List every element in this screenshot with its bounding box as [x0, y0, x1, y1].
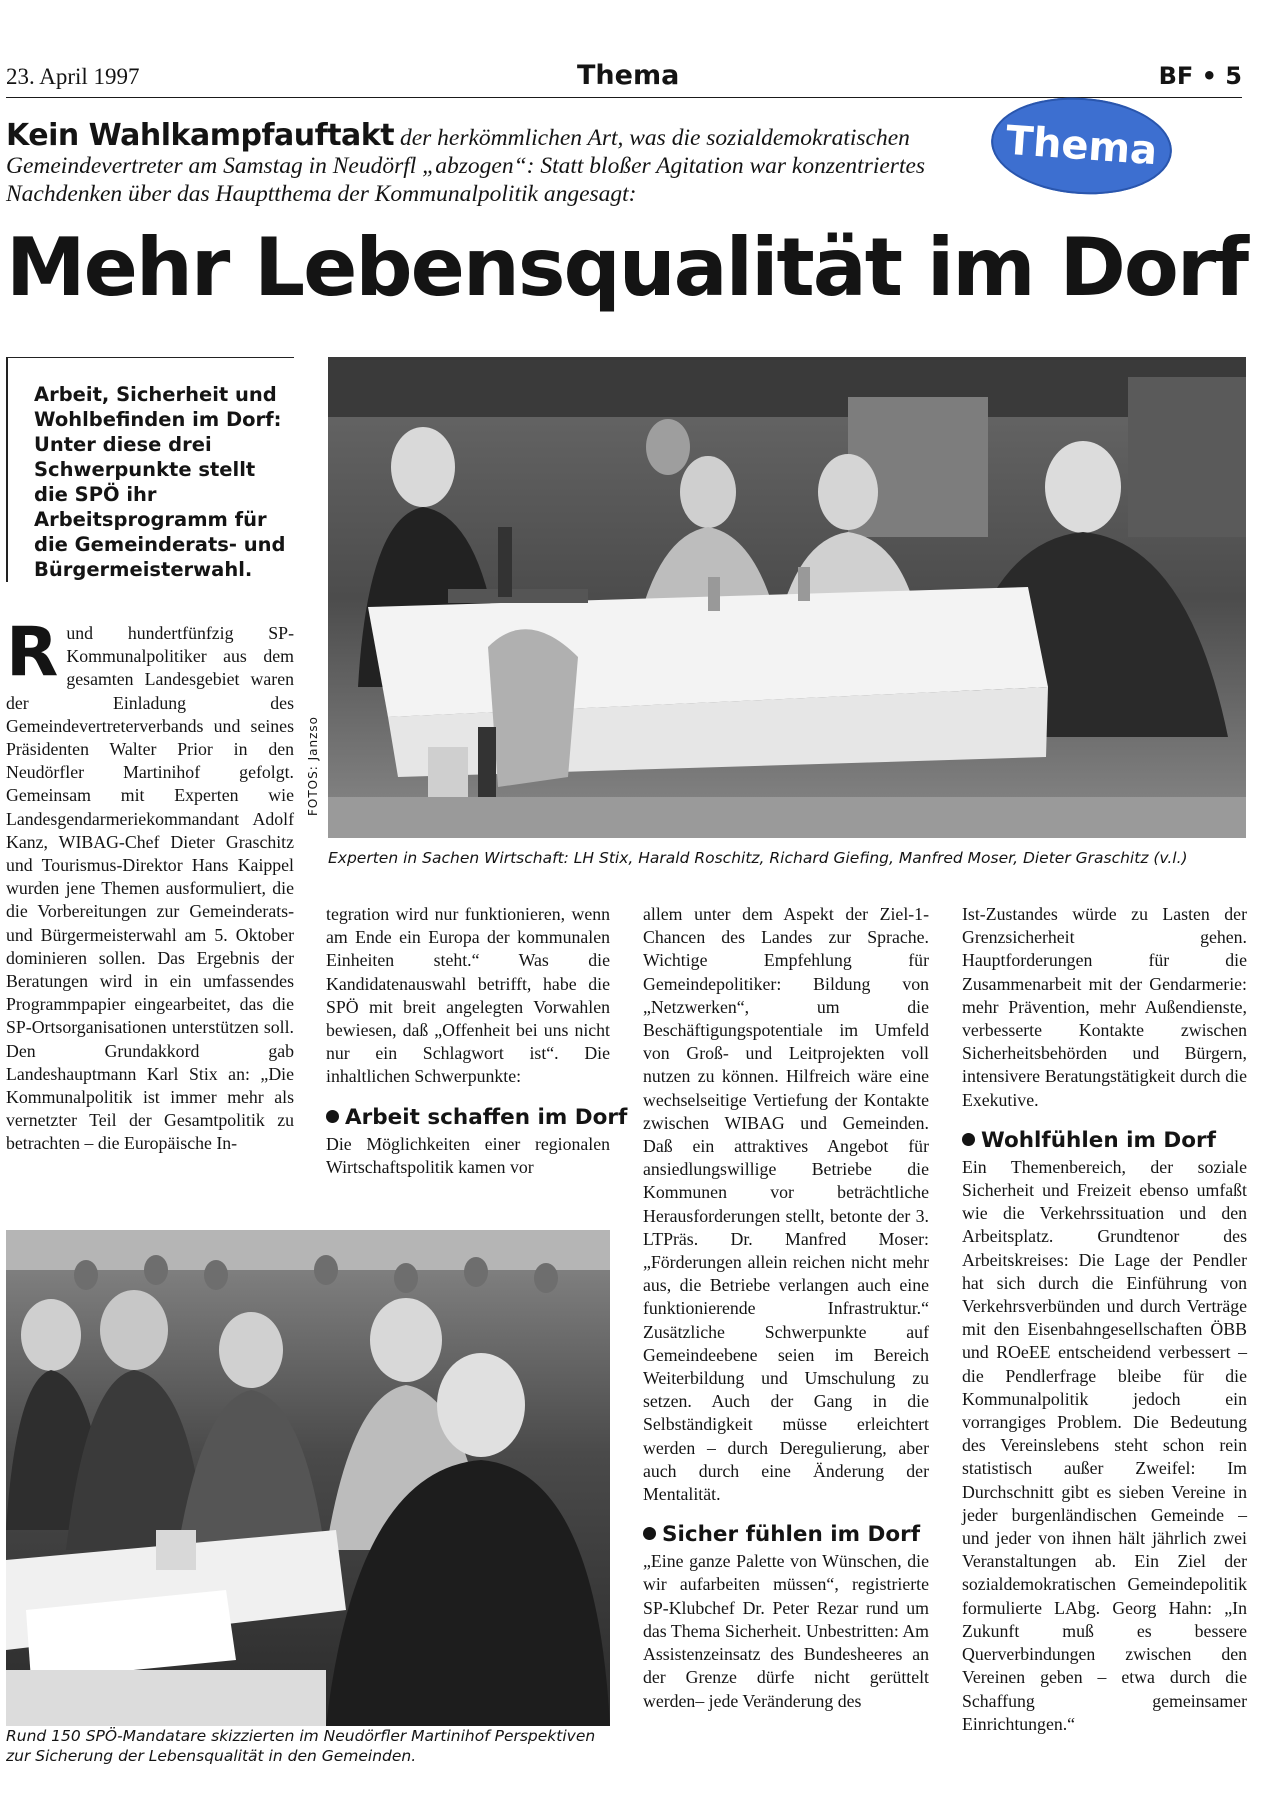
- article-text-col1: und hundertfünfzig SP-Kommunalpolitiker aus dem gesamten Landesgebiet waren der Einladung des Gemeindevertreterverbands und seines Präsidenten Walter Prior in den Neudörfler Martinihof gefolgt. Gemeinsam mit Experten wie Landesgendarmeriekommandant Adolf Kanz, WIBAG-Chef Dieter Graschitz und Tourismus-Direktor Hans Kaippel wurden jene Themen ausformuliert, die die Vorbereitungen zur Gemeinderats- und Bürgermeisterwahl am 5. Oktober dominieren sollen. Das Ergebnis der Beratungen wird in ein umfassendes Programmpapier eingearbeitet, das die SP-Ortsorganisationen unterstützen soll. Den Grundakkord gab Landeshauptmann Karl Stix an: „Die Kommunalpolitik ist immer mehr als vernetzter Teil der Gesamtpolitik zu betrachten – die Europäische In-: [6, 623, 294, 1154]
- article-text-col3-sicher: „Eine ganze Palette von Wünschen, die wir aufarbeiten müssen“, registrierte SP-Klubchef Dr. Peter Rezar rund um das Thema Sicherheit. Unbestritten: Am Assistenzeinsatz des Bundesheeres an der Grenze dürfe nicht gerüttelt werden– jede Veränderung des: [643, 1551, 929, 1711]
- lead-text: Arbeit, Sicherheit und Wohlbefinden im Dorf: Unter diese drei Schwerpunkte stellt die SPÖ ihr Arbeitsprogramm für die Gemeinderats- und Bürgermeisterwahl.: [34, 383, 286, 581]
- subhead-arbeit: [326, 1104, 628, 1131]
- subhead-arbeit-label: Arbeit schaffen im Dorf: [345, 1104, 628, 1130]
- headline: Mehr Lebensqualität im Dorf: [6, 221, 1248, 314]
- issue-date: 23. April 1997: [6, 64, 140, 89]
- photo-experts-panel-image: [328, 357, 1246, 838]
- article-column-1: [6, 613, 294, 1156]
- kicker-text: der herkömmlichen Art, was die sozialdemokratischen Gemeindevertreter am Samstag in Neudörfl „abzogen“: Statt bloßer Agitation war konzentriertes Nachdenken über das Hauptthema der Kommunalpolitik angesagt:: [6, 125, 926, 207]
- kicker-lead: Kein Wahlkampfauftakt: [6, 118, 395, 153]
- article-column-2: [326, 903, 628, 1179]
- subhead-wohlfuehlen: [962, 1128, 1247, 1154]
- article-text-col3-arbeit: allem unter dem Aspekt der Ziel-1-Chancen des Landes zur Sprache. Wichtige Empfehlung für Gemeindepolitiker: Bildung von „Netzwerken“, um die Beschäftigungspotentiale im Umfeld von Groß- und Leitprojekten voll nutzen zu können. Hilfreich wäre eine wechselseitige Vertiefung der Kontakte zwischen WIBAG und Gemeinden. Daß ein attraktives Angebot für ansiedlungswillige Betriebe die Kommunen vor beträchtliche Herausforderungen stellt, betonte der 3. LTPräs. Dr. Manfred Moser: „Förderungen allein reichen nicht mehr aus, die Betriebe verlangen auch eine funktionierende Infrastruktur.“ Zusätzliche Schwerpunkte auf Gemeindeebene seien im Bereich Weiterbildung und Umschulung zu setzen. Auch der Gang in die Selbständigkeit müsse erleichtert werden – durch Deregulierung, aber auch durch eine Änderung der Mentalität.: [643, 904, 929, 1505]
- subhead-wohlfuehlen-label: Wohlfühlen im Dorf: [981, 1127, 1216, 1153]
- bullet-dot-icon: [643, 1527, 656, 1540]
- article-column-4: [962, 903, 1247, 1736]
- photo-experts-panel: [328, 357, 1246, 838]
- article-column-3: [643, 903, 929, 1713]
- subhead-sicher-label: Sicher fühlen im Dorf: [662, 1522, 921, 1548]
- caption-audience: Rund 150 SPÖ-Mandatare skizzierten im Neudörfler Martinihof Perspektiven zur Sicherung der Lebensqualität in den Gemeinden.: [6, 1727, 596, 1765]
- photo-audience: [6, 1230, 610, 1726]
- bullet-dot-icon: [962, 1133, 975, 1146]
- article-text-col4-wohlfuehlen: Ein Themenbereich, der soziale Sicherheit und Freizeit ebenso umfaßt wie die Verkehrssituation und den Arbeitsplatz. Grundtenor des Arbeitskreises: Die Lage der Pendler hat sich durch die Einführung von Verkehrsverbünden und durch Verträge mit den Eisenbahngesellschaften ÖBB und ROeEE entscheidend verbessert – die Pendlerfrage bleibe für die Kommunalpolitik jedoch ein vorrangiges Problem. Die Bedeutung des Vereinslebens steht schon rein statistisch außer Zweifel: Im Durchschnitt gibt es sieben Vereine in jeder burgenländischen Gemeinde – und jeder von ihnen hält jährlich zwei Veranstaltungen ab. Ein Ziel der sozialdemokratischen Gemeindepolitik formulierte LAbg. Georg Hahn: „In Zukunft muß es bessere Querverbindungen zwischen den Vereinen geben – etwa durch die Schaffung gemeinsamer Einrichtungen.“: [962, 1156, 1247, 1734]
- subhead-sicher: [643, 1522, 929, 1548]
- page-number: BF • 5: [1158, 62, 1242, 90]
- caption-experts-panel: Experten in Sachen Wirtschaft: LH Stix, Harald Roschitz, Richard Giefing, Manfred Moser, Dieter Graschitz (v.l.): [328, 849, 1188, 867]
- lead-box: [6, 357, 294, 582]
- photo-credit: FOTOS: Janzso: [306, 716, 320, 816]
- bullet-dot-icon: [326, 1110, 339, 1123]
- section-title: Thema: [577, 60, 680, 91]
- photo-audience-image: [6, 1230, 610, 1726]
- article-text-col2-intro: tegration wird nur funktionieren, wenn am Ende ein Europa der kommunalen Einheiten steht.“ Was die Kandidatenauswahl betrifft, habe die SPÖ mit breit angelegten Vorwahlen bewiesen, daß „Offenheit bei uns nicht nur ein Schlagwort ist“. Die inhaltlichen Schwerpunkte:: [326, 904, 610, 1087]
- dropcap: R: [6, 613, 59, 692]
- article-text-col4-sicher: Ist-Zustandes würde zu Lasten der Grenzsicherheit gehen. Hauptforderungen für die Zusammenarbeit mit der Gendarmerie: mehr Prävention, mehr Außendienste, verbesserte Kontakte zwischen Sicherheitsbehörden und Bürgern, intensivere Beratungstätigkeit durch die Exekutive.: [962, 904, 1247, 1110]
- kicker: [6, 118, 1006, 208]
- thema-badge-label: Thema: [1004, 117, 1159, 175]
- article-text-col2-arbeit: Die Möglichkeiten einer regionalen Wirtschaftspolitik kamen vor: [326, 1133, 610, 1177]
- thema-badge: [988, 92, 1175, 200]
